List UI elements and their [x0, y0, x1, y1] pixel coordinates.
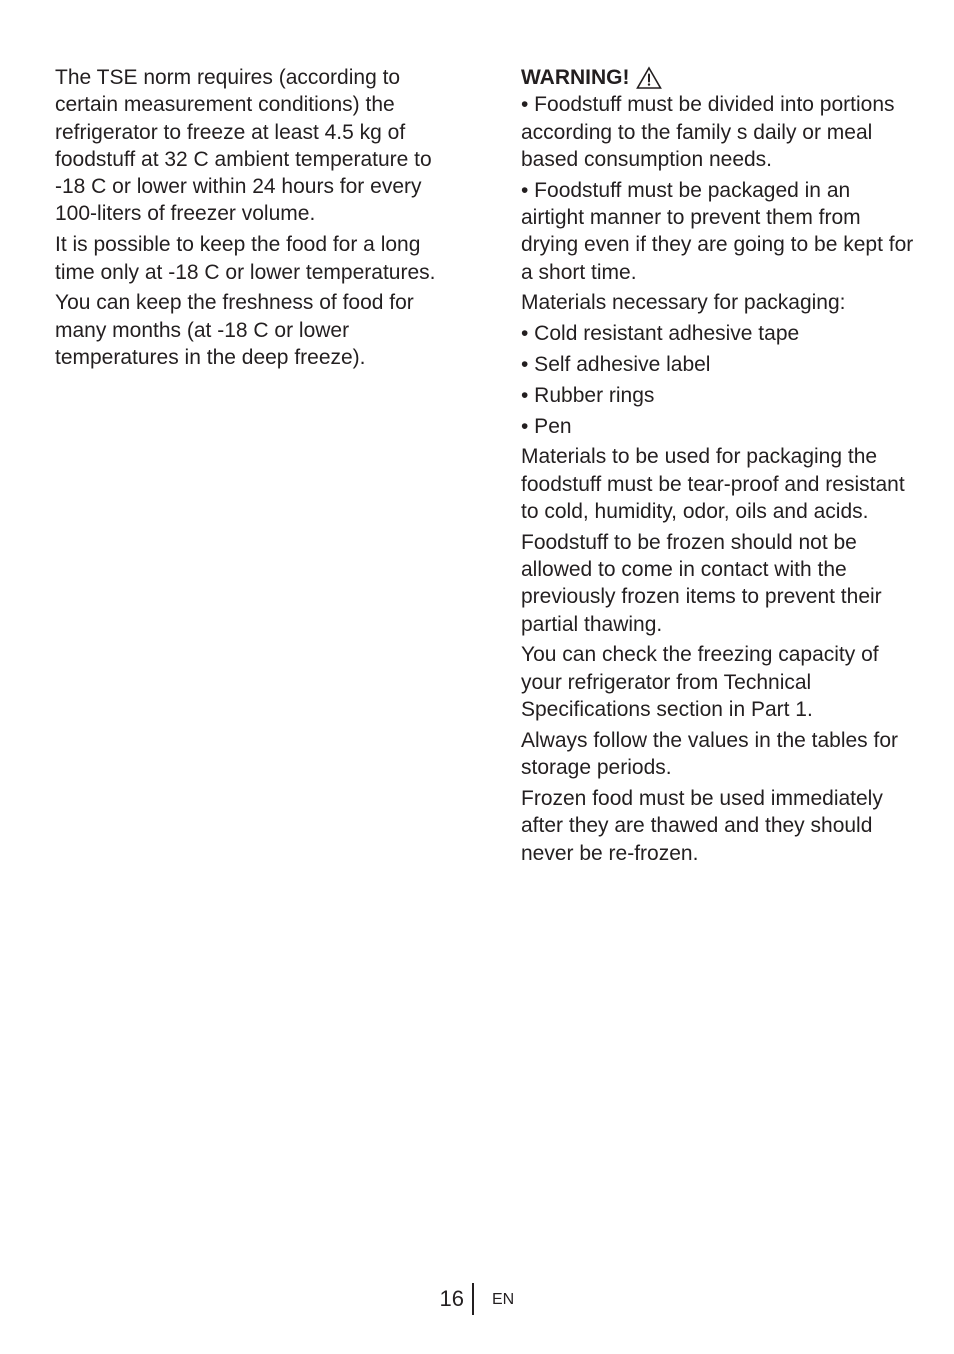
language-code: EN	[492, 1291, 515, 1308]
material-item-label: • Self adhesive label	[521, 352, 711, 376]
paragraph-storage-periods: Always follow the values in the tables for storage periods.	[521, 728, 899, 780]
left-column	[55, 64, 450, 375]
paragraph-no-refreeze: Frozen food must be used immediately after they are thawed and they should never be re-frozen.	[521, 786, 883, 865]
paragraph-avoid-contact: Foodstuff to be frozen should not be allowed to come in contact with the previously frozen items to prevent their partial thawing.	[521, 530, 882, 636]
bullet-airtight-packaging: • Foodstuff must be packaged in an airtight manner to prevent them from drying even if they are going to be kept for a short time.	[521, 178, 914, 284]
paragraph-freezing-capacity: You can check the freezing capacity of your refrigerator from Technical Specifications section in Part 1.	[521, 643, 879, 722]
paragraph-packaging-requirements: Materials to be used for packaging the foodstuff must be tear-proof and resistant to cold, humidity, odor, oils and acids.	[521, 445, 905, 523]
bullet-divide-portions: • Foodstuff must be divided into portions according to the family s daily or meal based consumption needs.	[521, 93, 895, 171]
right-column	[521, 64, 916, 870]
left-paragraph-freshness: You can keep the freshness of food for many months (at -18 C or lower temperatures in the deep freeze).	[55, 291, 414, 369]
left-paragraph-long-storage: It is possible to keep the food for a long time only at -18 C or lower temperatures.	[55, 233, 436, 284]
material-item-rubber-rings: • Rubber rings	[521, 383, 655, 407]
page-number: 16	[439, 1286, 464, 1311]
material-item-pen: • Pen	[521, 414, 572, 438]
left-paragraph-tse-norm: The TSE norm requires (according to certain measurement conditions) the refrigerator to freeze at least 4.5 kg of foodstuff at 32 C ambient temperature to -18 C or lower within 24 hours for every 100-liters of freezer volume.	[55, 66, 432, 226]
warning-title: WARNING!	[521, 66, 630, 89]
materials-heading: Materials necessary for packaging:	[521, 291, 846, 315]
footer-divider	[472, 1283, 474, 1315]
warning-heading	[521, 64, 916, 91]
warning-triangle-icon	[636, 66, 662, 90]
page-footer	[0, 1283, 954, 1315]
material-item-tape: • Cold resistant adhesive tape	[521, 322, 800, 346]
